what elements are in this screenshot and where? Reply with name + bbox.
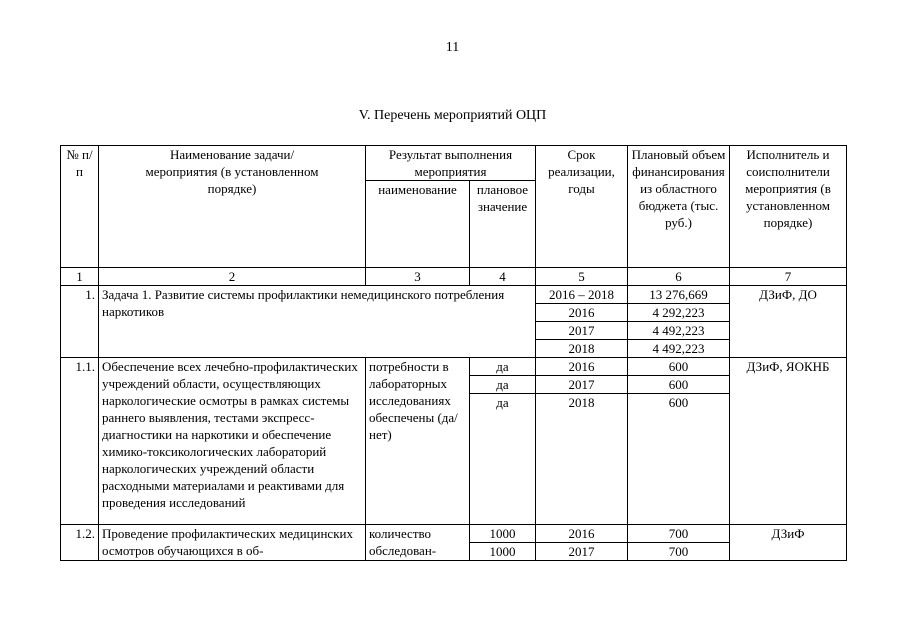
item-term: 2016 [536, 525, 628, 543]
task-row [61, 286, 847, 304]
events-table [60, 145, 847, 561]
header-row [61, 146, 847, 181]
item-executor: ДЗиФ, ЯОКНБ [730, 358, 847, 525]
column-number: 4 [470, 268, 536, 286]
item-no: 1.2. [61, 525, 99, 561]
task-executor: ДЗиФ, ДО [730, 286, 847, 358]
item-value: да [470, 358, 536, 376]
header-no: № п/п [61, 146, 99, 268]
column-number: 1 [61, 268, 99, 286]
item-no: 1.1. [61, 358, 99, 525]
item-value: да [470, 394, 536, 525]
column-number: 6 [628, 268, 730, 286]
item-name: Обеспечение всех лечебно-профилактических учреждений области, осуществляющих наркологические осмотры в рамках системы раннего выявления, тестами экспресс-диагностики на наркотики и обеспечение химико-токсикологических лабораторий наркологических учреждений области расходными материалами и реактивами для проведения исследований [99, 358, 366, 525]
item-row [61, 525, 847, 543]
header-term: Срок реализации, годы [536, 146, 628, 268]
item-term: 2017 [536, 543, 628, 561]
item-budget: 600 [628, 376, 730, 394]
header-result-value: плановое значение [470, 181, 536, 268]
item-budget: 700 [628, 543, 730, 561]
task-term: 2016 [536, 304, 628, 322]
task-budget: 4 292,223 [628, 304, 730, 322]
header-result: Результат выполнения мероприятия [366, 146, 536, 181]
task-no: 1. [61, 286, 99, 358]
item-result-name: количество обследован- [366, 525, 470, 561]
column-number: 7 [730, 268, 847, 286]
item-row [61, 358, 847, 376]
item-term: 2018 [536, 394, 628, 525]
column-number: 5 [536, 268, 628, 286]
item-term: 2016 [536, 358, 628, 376]
header-name: Наименование задачи/ мероприятия (в установленном порядке) [99, 146, 366, 268]
task-term: 2017 [536, 322, 628, 340]
item-value: 1000 [470, 525, 536, 543]
task-budget: 4 492,223 [628, 322, 730, 340]
task-term: 2018 [536, 340, 628, 358]
item-budget: 600 [628, 358, 730, 376]
item-term: 2017 [536, 376, 628, 394]
column-number: 3 [366, 268, 470, 286]
header-executor: Исполнитель и соисполнители мероприятия (в установленном порядке) [730, 146, 847, 268]
item-value: 1000 [470, 543, 536, 561]
header-result-name: наименование [366, 181, 470, 268]
item-executor: ДЗиФ [730, 525, 847, 561]
item-value: да [470, 376, 536, 394]
column-numbers-row [61, 268, 847, 286]
item-budget: 700 [628, 525, 730, 543]
task-name: Задача 1. Развитие системы профилактики немедицинского потребления наркотиков [99, 286, 536, 358]
task-term: 2016 – 2018 [536, 286, 628, 304]
column-number: 2 [99, 268, 366, 286]
item-budget: 600 [628, 394, 730, 525]
item-result-name: потребности в лабораторных исследованиях обеспечены (да/нет) [366, 358, 470, 525]
item-name: Проведение профилактических медицинских осмотров обучающихся в об- [99, 525, 366, 561]
page-number: 11 [445, 40, 460, 55]
task-budget: 13 276,669 [628, 286, 730, 304]
header-budget: Плановый объем финансирования из областного бюджета (тыс. руб.) [628, 146, 730, 268]
section-title: V. Перечень мероприятий ОЦП [358, 108, 547, 123]
task-budget: 4 492,223 [628, 340, 730, 358]
